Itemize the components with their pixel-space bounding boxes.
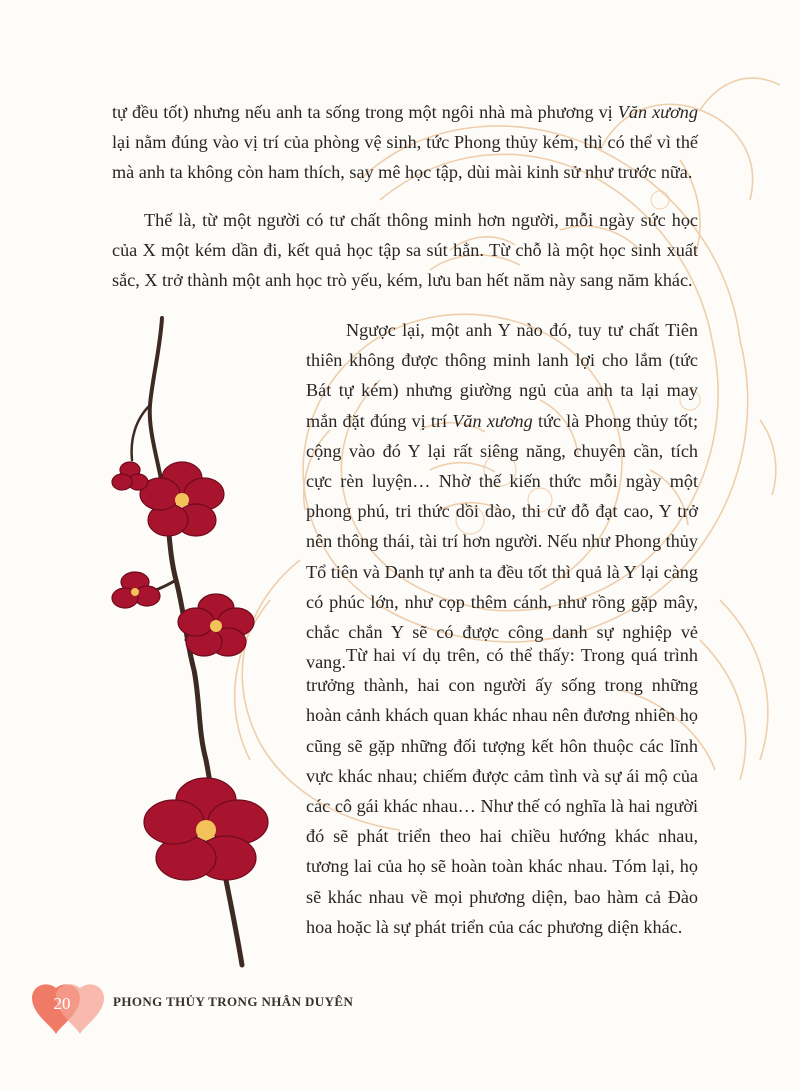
paragraph-1: tự đều tốt) nhưng nếu anh ta sống trong một ngôi nhà mà phương vị Văn xương lại nằm đúng vào vị trí của phòng vệ sinh, tức Phong thủy kém, thì có thể vì thế mà anh ta không còn ham thích, say mê học tập, dùi mài kinh sử như trước nữa. <box>112 102 698 183</box>
running-head: PHONG THỦY TRONG NHÂN DUYÊN <box>113 994 354 1009</box>
plum-blossom-branch-image <box>90 310 280 970</box>
paragraph-4: Từ hai ví dụ trên, có thể thấy: Trong quá trình trưởng thành, hai con người ấy sống trong những hoàn cảnh khách quan khác nhau nên đương nhiên họ cũng sẽ gặp những đối tượng kết hôn thuộc các lĩnh vực khác nhau; chiếm được cảm tình và sự ái mộ của các cô gái khác nhau… Như thế có nghĩa là hai người đó sẽ phát triển theo hai chiều hướng khác nhau, tương lai của họ sẽ hoàn toàn khác nhau. Tóm lại, họ sẽ khác nhau về mọi phương diện, bao hàm cả Đào hoa hoặc là sự phát triển của các phương diện khác. <box>306 645 698 937</box>
paragraph-2: Thế là, từ một người có tư chất thông minh hơn người, mỗi ngày sức học của X một kém dần đi, kết quả học tập sa sút hẳn. Từ chỗ là một học sinh xuất sắc, X trở thành một anh học trò yếu, kém, lưu ban hết năm này sang năm khác. <box>112 210 698 291</box>
page-number: 20 <box>53 994 71 1013</box>
emphasis-van-xuong: Văn xương <box>452 410 533 431</box>
emphasis-van-xuong: Văn xương <box>617 102 698 122</box>
paragraph-3: Ngược lại, một anh Y nào đó, tuy tư chất Tiên thiên không được thông minh lanh lợi cho lắm (tức Bát tự kém) nhưng giường ngủ của anh ta lại may mắn đặt đúng vị trí Văn xương tức là Phong thủy tốt; cộng vào đó Y lại rất siêng năng, chuyên cần, tích cực rèn luyện… Nhờ thế kiến thức mỗi ngày một phong phú, tri thức dồi dào, thi cử đỗ đạt cao, Y trở nên thông thái, tài trí hơn người. Nếu như Phong thủy Tổ tiên và Danh tự anh ta đều tốt thì quả là Y lại càng có phúc lớn, như cọp thêm cánh, như rồng gặp mây, chắc chắn Y sẽ có được công danh sự nghiệp vẻ vang. <box>306 320 698 673</box>
